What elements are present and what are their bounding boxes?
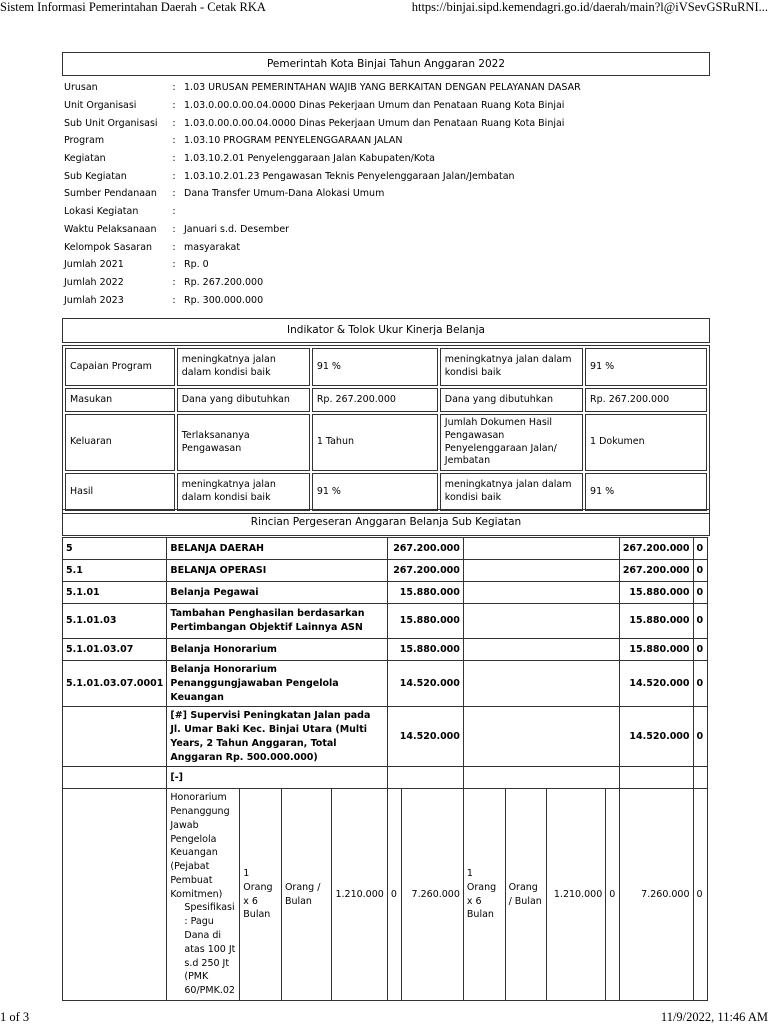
info-row xyxy=(62,167,583,185)
rincian-after: 14.520.000 xyxy=(619,661,693,707)
info-label: Sumber Pendanaan xyxy=(64,188,157,200)
rincian-row xyxy=(63,582,708,604)
rincian-before: 15.880.000 xyxy=(387,582,463,604)
rincian-code xyxy=(63,789,167,1000)
rincian-row xyxy=(63,538,708,560)
rincian-after: 15.880.000 xyxy=(619,604,693,639)
info-label: Program xyxy=(64,135,105,147)
info-label: Waktu Pelaksanaan xyxy=(64,223,157,235)
rincian-code xyxy=(63,767,167,789)
rincian-name: Tambahan Penghasilan berdasarkan Pertimbangan Objektif Lainnya ASN xyxy=(167,604,387,639)
rincian-spacer xyxy=(463,582,619,604)
browser-url: https://binjai.sipd.kemendagri.go.id/daerah/main?l@iVSevGSRuRNI... xyxy=(411,0,768,14)
info-row xyxy=(62,256,583,274)
page-title: Pemerintah Kota Binjai Tahun Anggaran 2022 xyxy=(266,58,506,70)
indikator-cell-a2: Rp. 267.200.000 xyxy=(312,388,438,412)
detail-item-name xyxy=(167,789,240,1000)
indikator-cell-a2: 1 Tahun xyxy=(312,414,438,471)
detail-vol2: 1 Orang x 6 Bulan xyxy=(463,789,505,1000)
info-value: 1.03.10.2.01.23 Pengawasan Teknis Penyelenggaraan Jalan/Jembatan xyxy=(184,170,515,182)
info-colon: : xyxy=(172,82,176,94)
indikator-cell-name: Capaian Program xyxy=(65,348,175,386)
info-colon: : xyxy=(172,170,176,182)
rincian-code: 5.1.01.03.07.0001 xyxy=(63,661,167,707)
rincian-after: 15.880.000 xyxy=(619,582,693,604)
info-row xyxy=(62,97,583,115)
rincian-code xyxy=(63,707,167,767)
indikator-cell-b2: Rp. 267.200.000 xyxy=(585,388,707,412)
info-value: Rp. 300.000.000 xyxy=(184,294,264,306)
rincian-name: Belanja Honorarium xyxy=(167,639,387,661)
rincian-before: 267.200.000 xyxy=(387,538,463,560)
rincian-before xyxy=(387,767,463,789)
indikator-cell-b2: 91 % xyxy=(585,348,707,386)
info-table xyxy=(62,79,583,309)
info-label: Jumlah 2021 xyxy=(64,259,124,271)
info-label: Sub Kegiatan xyxy=(64,170,127,182)
info-row xyxy=(62,291,583,309)
rincian-row xyxy=(63,639,708,661)
info-row xyxy=(62,114,583,132)
rincian-spacer xyxy=(463,661,619,707)
info-colon: : xyxy=(172,259,176,271)
info-label: Jumlah 2022 xyxy=(64,276,124,288)
rincian-spacer xyxy=(463,707,619,767)
rincian-sub-label: [-] xyxy=(167,767,387,789)
info-row xyxy=(62,203,583,221)
indikator-cell-b1: Dana yang dibutuhkan xyxy=(440,388,583,412)
detail-tax: 0 xyxy=(387,789,401,1000)
info-colon: : xyxy=(172,117,176,129)
rincian-title: Rincian Pergeseran Anggaran Belanja Sub Kegiatan xyxy=(250,516,522,528)
indikator-row xyxy=(65,473,707,511)
rincian-after: 267.200.000 xyxy=(619,560,693,582)
browser-page-title: Sistem Informasi Pemerintahan Daerah - Cetak RKA xyxy=(0,0,266,14)
indikator-cell-a2: 91 % xyxy=(312,348,438,386)
info-label: Kegiatan xyxy=(64,153,106,165)
detail-total2: 7.260.000 xyxy=(619,789,693,1000)
rincian-after: 15.880.000 xyxy=(619,639,693,661)
rincian-code: 5 xyxy=(63,538,167,560)
info-colon: : xyxy=(172,223,176,235)
info-value: Januari s.d. Desember xyxy=(184,223,290,235)
rincian-row xyxy=(63,661,708,707)
rincian-diff: 0 xyxy=(693,604,707,639)
rincian-after: 267.200.000 xyxy=(619,538,693,560)
indikator-cell-a2: 91 % xyxy=(312,473,438,511)
document-header xyxy=(62,52,710,76)
indikator-cell-a1: meningkatnya jalan dalam kondisi baik xyxy=(177,473,310,511)
indikator-cell-name: Hasil xyxy=(65,473,175,511)
rincian-diff: 0 xyxy=(693,661,707,707)
rincian-after xyxy=(619,767,693,789)
indikator-cell-b2: 1 Dokumen xyxy=(585,414,707,471)
rincian-diff xyxy=(693,767,707,789)
info-colon: : xyxy=(172,294,176,306)
info-value: Dana Transfer Umum-Dana Alokasi Umum xyxy=(184,188,385,200)
rincian-diff: 0 xyxy=(693,639,707,661)
detail-item-title: Honorarium Penanggung Jawab Pengelola Keuangan (Pejabat Pembuat Komitmen) xyxy=(170,792,230,900)
rincian-code: 5.1.01 xyxy=(63,582,167,604)
rincian-name: BELANJA OPERASI xyxy=(167,560,387,582)
info-row xyxy=(62,79,583,97)
info-colon: : xyxy=(172,153,176,165)
info-value: 1.03.10.2.01 Penyelenggaraan Jalan Kabupaten/Kota xyxy=(184,153,435,165)
info-row xyxy=(62,221,583,239)
info-colon: : xyxy=(172,241,176,253)
indikator-row xyxy=(65,348,707,386)
rincian-detail-row xyxy=(63,789,708,1000)
detail-diff: 0 xyxy=(693,789,707,1000)
rincian-spacer xyxy=(463,538,619,560)
rincian-header xyxy=(62,509,710,536)
info-colon: : xyxy=(172,188,176,200)
rincian-code: 5.1 xyxy=(63,560,167,582)
rincian-code: 5.1.01.03.07 xyxy=(63,639,167,661)
info-value: 1.03.0.00.0.00.04.0000 Dinas Pekerjaan Umum dan Penataan Ruang Kota Binjai xyxy=(184,100,565,112)
rincian-name: [#] Supervisi Peningkatan Jalan pada Jl. Umar Baki Kec. Binjai Utara (Multi Years, 2 Tahun Anggaran, Total Anggaran Rp. 500.000.000) xyxy=(167,707,387,767)
info-label: Urusan xyxy=(64,82,98,94)
info-row xyxy=(62,274,583,292)
info-colon: : xyxy=(172,206,176,218)
info-label: Unit Organisasi xyxy=(64,100,137,112)
rincian-before: 14.520.000 xyxy=(387,707,463,767)
detail-total: 7.260.000 xyxy=(401,789,463,1000)
info-row xyxy=(62,185,583,203)
info-colon: : xyxy=(172,135,176,147)
rincian-before: 15.880.000 xyxy=(387,604,463,639)
detail-unit2: Orang / Bulan xyxy=(505,789,547,1000)
info-value: 1.03.0.00.0.00.04.0000 Dinas Pekerjaan Umum dan Penataan Ruang Kota Binjai xyxy=(184,117,565,129)
info-label: Lokasi Kegiatan xyxy=(64,206,139,218)
detail-price: 1.210.000 xyxy=(332,789,387,1000)
indikator-cell-b1: Jumlah Dokumen Hasil Pengawasan Penyelenggaraan Jalan/ Jembatan xyxy=(440,414,583,471)
rincian-row xyxy=(63,604,708,639)
rincian-diff: 0 xyxy=(693,538,707,560)
rincian-before: 14.520.000 xyxy=(387,661,463,707)
indikator-table xyxy=(62,345,710,514)
rincian-spacer xyxy=(463,767,619,789)
info-value: 1.03 URUSAN PEMERINTAHAN WAJIB YANG BERKAITAN DENGAN PELAYANAN DASAR xyxy=(184,82,581,94)
indikator-cell-a1: meningkatnya jalan dalam kondisi baik xyxy=(177,348,310,386)
info-label: Sub Unit Organisasi xyxy=(64,117,158,129)
info-row xyxy=(62,132,583,150)
indikator-cell-name: Keluaran xyxy=(65,414,175,471)
info-row xyxy=(62,238,583,256)
rincian-row xyxy=(63,707,708,767)
rincian-diff: 0 xyxy=(693,707,707,767)
page-counter: 1 of 3 xyxy=(0,1010,30,1024)
rincian-before: 267.200.000 xyxy=(387,560,463,582)
rincian-spacer xyxy=(463,560,619,582)
info-value: Rp. 0 xyxy=(184,259,209,271)
detail-unit: Orang / Bulan xyxy=(281,789,332,1000)
indikator-cell-a1: Terlaksananya Pengawasan xyxy=(177,414,310,471)
info-row xyxy=(62,150,583,168)
info-value xyxy=(182,203,583,221)
rincian-spacer xyxy=(463,639,619,661)
rincian-code: 5.1.01.03 xyxy=(63,604,167,639)
detail-vol: 1 Orang x 6 Bulan xyxy=(240,789,282,1000)
print-datetime: 11/9/2022, 11:46 AM xyxy=(660,1010,768,1024)
detail-price2: 1.210.000 xyxy=(547,789,606,1000)
indikator-cell-b2: 91 % xyxy=(585,473,707,511)
indikator-title: Indikator & Tolok Ukur Kinerja Belanja xyxy=(287,324,485,336)
info-value: masyarakat xyxy=(184,241,241,253)
rincian-name: Belanja Honorarium Penanggungjawaban Pengelola Keuangan xyxy=(167,661,387,707)
info-colon: : xyxy=(172,276,176,288)
rincian-name: Belanja Pegawai xyxy=(167,582,387,604)
rincian-name: BELANJA DAERAH xyxy=(167,538,387,560)
indikator-row xyxy=(65,388,707,412)
rincian-table xyxy=(62,537,708,1001)
rincian-row xyxy=(63,560,708,582)
indikator-cell-b1: meningkatnya jalan dalam kondisi baik xyxy=(440,473,583,511)
rincian-spacer xyxy=(463,604,619,639)
detail-item-spec: Spesifikasi : Pagu Dana di atas 100 Jt s.d 250 Jt (PMK 60/PMK.02 xyxy=(184,902,236,997)
indikator-cell-name: Masukan xyxy=(65,388,175,412)
rincian-before: 15.880.000 xyxy=(387,639,463,661)
indikator-row xyxy=(65,414,707,471)
indikator-cell-a1: Dana yang dibutuhkan xyxy=(177,388,310,412)
indikator-header xyxy=(62,318,710,343)
rincian-diff: 0 xyxy=(693,560,707,582)
indikator-cell-b1: meningkatnya jalan dalam kondisi baik xyxy=(440,348,583,386)
info-label: Kelompok Sasaran xyxy=(64,241,153,253)
rincian-after: 14.520.000 xyxy=(619,707,693,767)
info-colon: : xyxy=(172,100,176,112)
info-value: 1.03.10 PROGRAM PENYELENGGARAAN JALAN xyxy=(184,135,403,147)
info-value: Rp. 267.200.000 xyxy=(184,276,264,288)
info-label: Jumlah 2023 xyxy=(64,294,124,306)
rincian-sub-row xyxy=(63,767,708,789)
detail-tax2: 0 xyxy=(606,789,620,1000)
rincian-diff: 0 xyxy=(693,582,707,604)
